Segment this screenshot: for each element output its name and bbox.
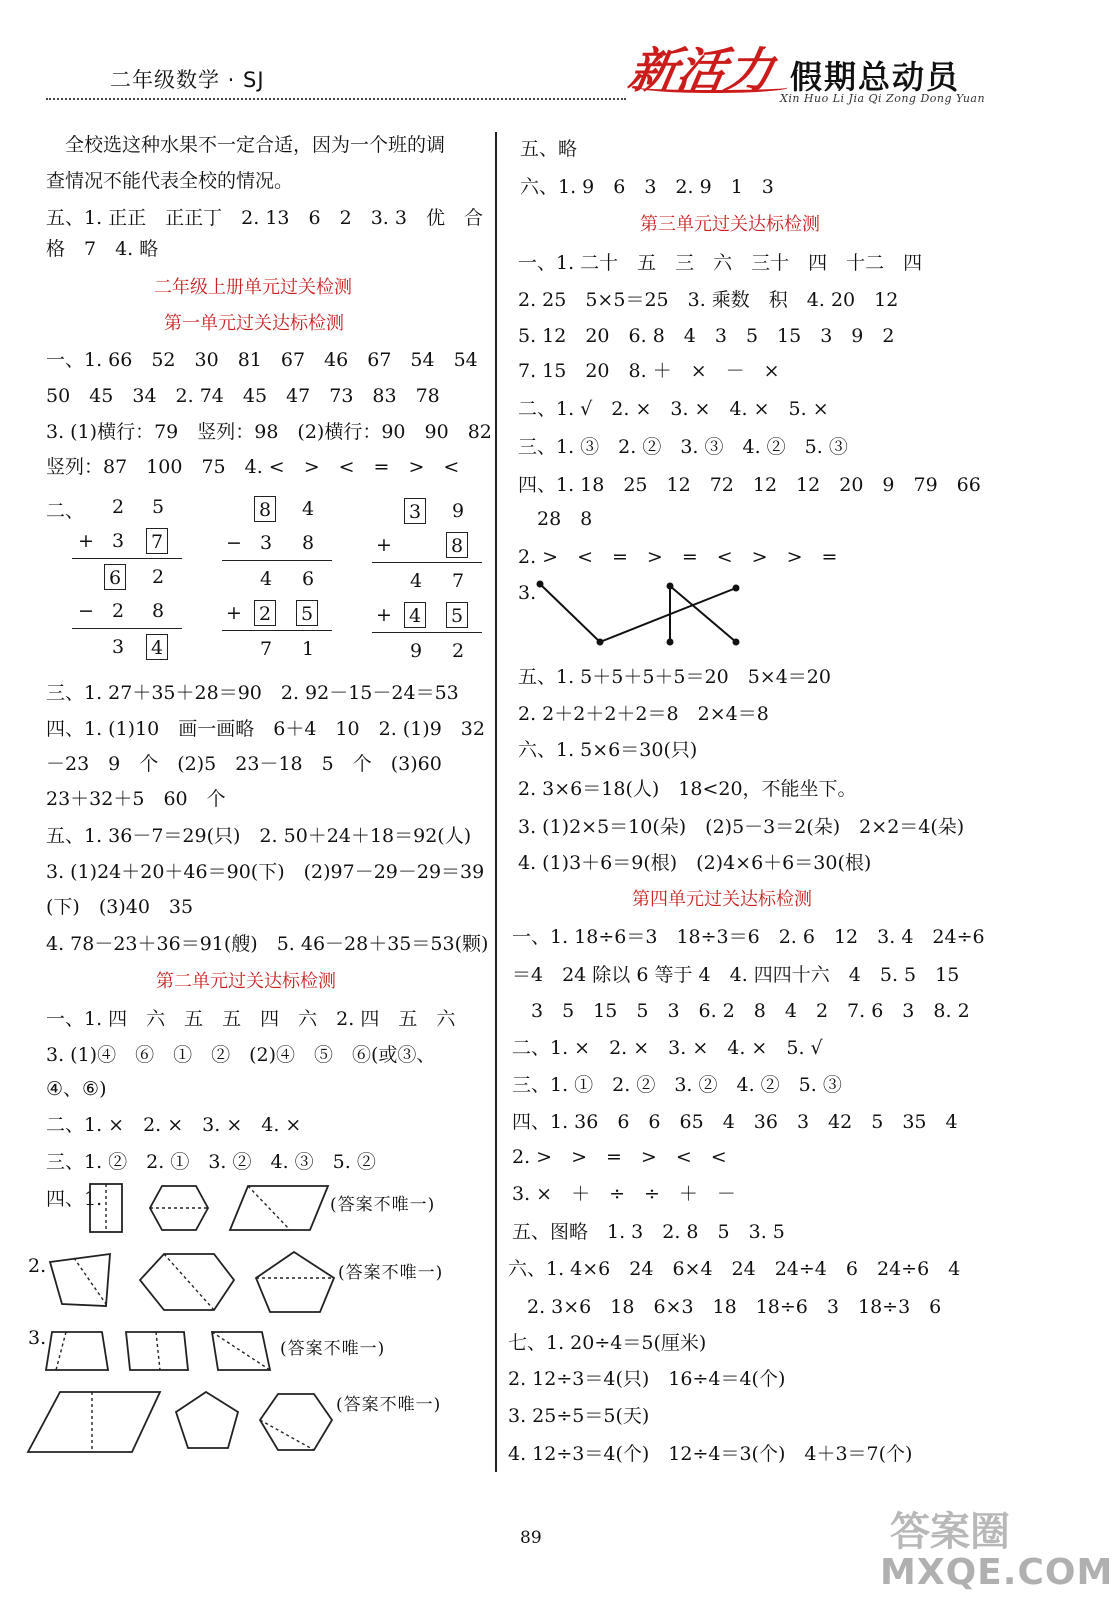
- answer-line: 3. (1)24＋20＋46＝90(下) (2)97－29－29＝39: [46, 861, 485, 883]
- answer-line: 三、1. ② 2. ① 3. ② 4. ③ 5. ②: [46, 1151, 376, 1173]
- brand-main: 新活力: [624, 43, 779, 99]
- operator: +: [376, 534, 392, 556]
- answer-line: 2. 3×6 18 6×3 18 18÷6 3 18÷3 6: [508, 1296, 942, 1318]
- answer-line: 5. 12 20 6. 8 4 3 5 15 3 9 2: [518, 325, 895, 347]
- section-heading-unit1: 第一单元过关达标检测: [164, 313, 344, 334]
- shape-diagram-row-4: [20, 1386, 340, 1458]
- digit: 4: [410, 570, 423, 592]
- answer-box: 6: [104, 564, 126, 590]
- answer-box: 7: [146, 528, 168, 554]
- shape-diagram-row-2: [44, 1248, 344, 1318]
- answer-line: 查情况不能代表全校的情况。: [46, 170, 294, 192]
- answer-line: 7. 15 20 8. ＋ × － ×: [518, 360, 780, 382]
- answer-box: 2: [254, 600, 276, 626]
- answer-line: 2. 12÷3＝4(只) 16÷4＝4(个): [508, 1368, 786, 1390]
- operator: −: [226, 532, 242, 554]
- answer-line: 4. (1)3＋6＝9(根) (2)4×6＋6＝30(根): [518, 852, 872, 874]
- answer-line: 3. × ＋ ÷ ÷ ＋ －: [512, 1183, 736, 1205]
- operator: +: [78, 530, 94, 552]
- digit: 4: [260, 568, 273, 590]
- result-rule: [72, 628, 182, 629]
- answer-line: (下) (3)40 35: [46, 896, 194, 918]
- digit: 3: [112, 530, 125, 552]
- operator: −: [78, 600, 94, 622]
- answer-line: 五、1. 5＋5＋5＋5＝20 5×4＝20: [518, 666, 831, 688]
- answer-line: 全校选这种水果不一定合适，因为一个班的调: [46, 134, 446, 156]
- result-rule: [222, 630, 332, 631]
- answer-box: 3: [404, 498, 426, 524]
- answer-line: 六、1. 9 6 3 2. 9 1 3: [520, 176, 774, 198]
- answer-line: 格 7 4. 略: [46, 238, 159, 260]
- answer-line: －23 9 个 (2)5 23－18 5 个 (3)60: [46, 753, 442, 775]
- digit: 8: [152, 600, 165, 622]
- answer-line: 一、1. 66 52 30 81 67 46 67 54 54: [46, 349, 478, 371]
- answer-box: 8: [254, 496, 276, 522]
- operator: +: [376, 604, 392, 626]
- answer-box: 5: [446, 602, 468, 628]
- watermark-url: MXQE.COM: [880, 1552, 1113, 1593]
- answer-line: 三、1. 27＋35＋28＝90 2. 92－15－24＝53: [46, 682, 459, 704]
- answer-line: 七、1. 20÷4＝5(厘米): [508, 1332, 707, 1354]
- answer-line: 三、1. ③ 2. ② 3. ③ 4. ② 5. ③: [518, 436, 848, 458]
- answer-line: 四、1. (1)10 画一画略 6＋4 10 2. (1)9 32: [46, 718, 485, 740]
- answer-box: 8: [446, 532, 468, 558]
- answer-line: 五、图略 1. 3 2. 8 5 3. 5: [512, 1221, 785, 1243]
- question-label: 3.: [28, 1327, 47, 1349]
- answer-line: 4. 78－23＋36＝91(艘) 5. 46－28＋35＝53(颗): [46, 933, 489, 955]
- answer-line: 六、1. 4×6 24 6×4 24 24÷4 6 24÷6 4: [508, 1258, 961, 1280]
- section-heading-unit2: 第二单元过关达标检测: [156, 971, 336, 992]
- answer-line: 3. (1)2×5＝10(朵) (2)5－3＝2(朵) 2×2＝4(朵): [518, 816, 965, 838]
- digit: 9: [410, 640, 423, 662]
- digit: 8: [302, 532, 315, 554]
- question-label: 3.: [518, 582, 537, 604]
- answer-line: 六、1. 5×6＝30(只): [518, 739, 698, 761]
- result-rule: [222, 560, 332, 561]
- operator: +: [226, 602, 242, 624]
- answer-line: 2. > > = > < <: [512, 1146, 727, 1168]
- answer-line: 3 5 15 5 3 6. 2 8 4 2 7. 6 3 8. 2: [512, 1000, 970, 1022]
- answer-line: 四、1. 18 25 12 72 12 12 20 9 79 66: [518, 474, 981, 496]
- shape-diagram-row-3: [44, 1326, 284, 1376]
- digit: 2: [152, 566, 165, 588]
- answer-line: 3. (1)横行：79 竖列：98 (2)横行：90 90 82: [46, 421, 492, 443]
- answer-line: 四、1. 36 6 6 65 4 36 3 42 5 35 4: [512, 1111, 958, 1133]
- brand-sub: 假期总动员: [790, 58, 961, 96]
- watermark-text: 答案圈: [890, 1509, 1010, 1555]
- digit: 6: [302, 568, 315, 590]
- answer-line: 3. (1)④ ⑥ ① ② (2)④ ⑤ ⑥(或③、: [46, 1044, 436, 1066]
- answer-line: 一、1. 18÷6＝3 18÷3＝6 2. 6 12 3. 4 24÷6: [512, 926, 985, 948]
- page-header-title: 二年级数学 · SJ: [110, 68, 265, 92]
- column-divider: [495, 132, 497, 1472]
- brand-pinyin: Xin Huo Li Jia Qi Zong Dong Yuan: [780, 92, 986, 105]
- digit: 2: [112, 600, 125, 622]
- question-label: 四、1.: [46, 1188, 103, 1210]
- digit: 7: [260, 638, 273, 660]
- header-divider: [46, 98, 626, 100]
- answer-line: 三、1. ① 2. ② 3. ② 4. ② 5. ③: [512, 1074, 842, 1096]
- brand-swoosh-icon: [638, 82, 788, 93]
- digit: 5: [152, 496, 165, 518]
- digit: 3: [260, 532, 273, 554]
- digit: 2: [112, 496, 125, 518]
- answer-line: 50 45 34 2. 74 45 47 73 83 78: [46, 385, 440, 407]
- digit: 4: [302, 498, 315, 520]
- answer-line: 23＋32＋5 60 个: [46, 788, 226, 810]
- digit: 7: [452, 570, 465, 592]
- question-label: 2.: [28, 1255, 47, 1277]
- shape-diagram-row-1: [84, 1180, 334, 1238]
- answer-line: 2. 3×6＝18(人) 18<20，不能坐下。: [518, 778, 857, 800]
- note-not-unique: (答案不唯一): [338, 1263, 444, 1283]
- answer-line: 二、1. × 2. × 3. × 4. × 5. √: [512, 1037, 823, 1059]
- answer-line: 2. > < = > = < > > =: [518, 546, 838, 568]
- answer-line: 一、1. 四 六 五 五 四 六 2. 四 五 六: [46, 1008, 456, 1030]
- answer-line: 28 8: [518, 508, 593, 530]
- note-not-unique: (答案不唯一): [330, 1195, 436, 1215]
- answer-box: 4: [146, 634, 168, 660]
- answer-line: 五、1. 正正 正正丁 2. 13 6 2 3. 3 优 合: [46, 207, 483, 229]
- answer-line: 二、1. × 2. × 3. × 4. ×: [46, 1114, 302, 1136]
- answer-line: 竖列：87 100 75 4. < > < = > <: [46, 456, 460, 478]
- answer-box: 4: [404, 602, 426, 628]
- answer-line: 一、1. 二十 五 三 六 三十 四 十二 四: [518, 252, 923, 274]
- answer-line: 4. 12÷3＝4(个) 12÷4＝3(个) 4＋3＝7(个): [508, 1443, 913, 1465]
- answer-line: 五、1. 36－7＝29(只) 2. 50＋24＋18＝92(人): [46, 825, 472, 847]
- answer-line: 二、1. √ 2. × 3. × 4. × 5. ×: [518, 398, 829, 420]
- digit: 3: [112, 636, 125, 658]
- watermark: [880, 1500, 1113, 1595]
- brand-logo: [624, 30, 1050, 110]
- answer-line: 2. 2＋2＋2＋2＝8 2×4＝8: [518, 703, 769, 725]
- result-rule: [72, 558, 182, 559]
- answer-box: 5: [296, 600, 318, 626]
- section-heading-unit3: 第三单元过关达标检测: [640, 214, 820, 235]
- answer-line: 3. 25÷5＝5(天): [508, 1405, 650, 1427]
- digit: 9: [452, 500, 465, 522]
- section-heading-unit4: 第四单元过关达标检测: [632, 889, 812, 910]
- page-number: 89: [520, 1528, 542, 1548]
- answer-line: 五、略: [520, 138, 578, 160]
- result-rule: [372, 632, 482, 633]
- result-rule: [372, 562, 482, 563]
- answer-line: ④、⑥): [46, 1078, 107, 1100]
- digit: 1: [302, 638, 315, 660]
- answer-line: 2. 25 5×5＝25 3. 乘数 积 4. 20 12: [518, 289, 899, 311]
- note-not-unique: (答案不唯一): [280, 1339, 386, 1359]
- answer-line: ＝4 24 除以 6 等于 4 4. 四四十六 4 5. 5 15: [512, 964, 960, 986]
- section-heading-book: 二年级上册单元过关检测: [154, 277, 352, 298]
- note-not-unique: (答案不唯一): [336, 1395, 442, 1415]
- matching-lines-diagram: [530, 578, 770, 650]
- digit: 2: [452, 640, 465, 662]
- question-label: 二、: [46, 500, 85, 522]
